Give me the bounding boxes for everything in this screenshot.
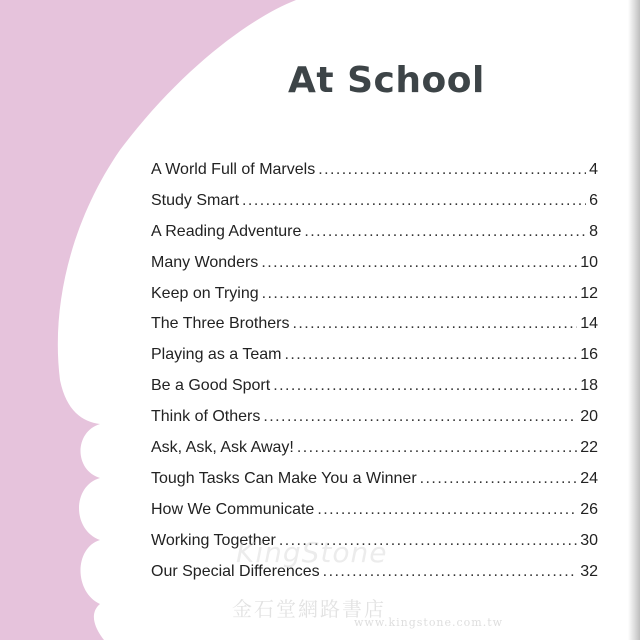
toc-dot-leader xyxy=(292,309,577,340)
toc-entry[interactable] xyxy=(151,309,598,340)
toc-dot-leader xyxy=(263,402,577,433)
watermark-brand: KingStone xyxy=(236,536,388,569)
toc-entry[interactable] xyxy=(151,186,598,217)
toc-page-number: 16 xyxy=(580,346,598,364)
toc-entry-title: How We Communicate xyxy=(151,500,315,518)
toc-dot-leader xyxy=(284,340,577,371)
toc-entry-title: Playing as a Team xyxy=(151,346,282,364)
toc-entry[interactable] xyxy=(151,340,598,371)
toc-page-number: 20 xyxy=(580,408,598,426)
toc-page-number: 14 xyxy=(580,315,598,333)
toc-page-number: 10 xyxy=(580,253,598,271)
toc-entry-title: Tough Tasks Can Make You a Winner xyxy=(151,469,417,487)
toc-entry-title: Be a Good Sport xyxy=(151,377,271,395)
watermark-url: www.kingstone.com.tw xyxy=(354,616,504,629)
toc-page-number: 18 xyxy=(580,377,598,395)
toc-page-number: 12 xyxy=(580,284,598,302)
toc-dot-leader xyxy=(318,155,586,186)
toc-entry[interactable] xyxy=(151,433,598,464)
toc-dot-leader xyxy=(304,217,586,248)
toc-dot-leader xyxy=(317,495,577,526)
toc-page-number: 30 xyxy=(580,531,598,549)
toc-page-number: 4 xyxy=(589,161,598,178)
toc-entry-title: Study Smart xyxy=(151,191,240,209)
toc-dot-leader xyxy=(297,433,577,464)
toc-dot-leader xyxy=(420,464,578,495)
table-of-contents xyxy=(151,155,598,587)
toc-entry[interactable] xyxy=(151,495,598,526)
toc-entry-title: Working Together xyxy=(151,531,276,549)
toc-page-number: 8 xyxy=(589,222,598,240)
toc-entry-title: Think of Others xyxy=(151,408,261,426)
toc-dot-leader xyxy=(262,279,578,310)
toc-dot-leader xyxy=(261,248,577,279)
toc-entry[interactable] xyxy=(151,402,598,433)
watermark-brand-cjk: 金石堂網路書店 xyxy=(232,597,386,621)
toc-entry[interactable] xyxy=(151,248,598,279)
toc-page-number: 22 xyxy=(580,439,598,457)
toc-dot-leader xyxy=(242,186,586,217)
toc-page-number: 24 xyxy=(580,469,598,487)
toc-entry-title: Our Special Differences xyxy=(151,562,320,580)
toc-entry-title: A Reading Adventure xyxy=(151,222,302,240)
toc-entry-title: Many Wonders xyxy=(151,253,259,271)
toc-entry-title: Ask, Ask, Ask Away! xyxy=(151,439,294,457)
page-edge-shadow xyxy=(628,0,640,640)
toc-entry[interactable] xyxy=(151,279,598,310)
toc-dot-leader xyxy=(273,371,577,402)
toc-entry[interactable] xyxy=(151,464,598,495)
toc-page-number: 6 xyxy=(589,191,598,209)
toc-entry[interactable] xyxy=(151,217,598,248)
toc-entry-title: Keep on Trying xyxy=(151,284,259,302)
toc-entry-title: The Three Brothers xyxy=(151,315,290,333)
toc-entry-title: A World Full of Marvels xyxy=(151,161,316,178)
toc-entry[interactable] xyxy=(151,155,598,186)
toc-page-number: 32 xyxy=(580,562,598,580)
toc-page-number: 26 xyxy=(580,500,598,518)
section-title: At School xyxy=(288,60,485,101)
toc-entry[interactable] xyxy=(151,371,598,402)
